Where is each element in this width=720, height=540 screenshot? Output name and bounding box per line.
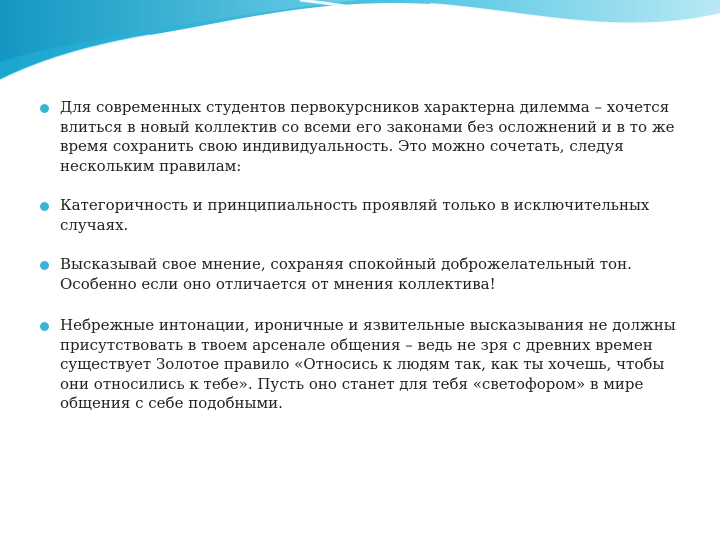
bullet-text: Для современных студентов первокурсников характерна дилемма – хочется влиться в новый коллектив со всеми его законами без осложнений и в то же время сохранить свою индивидуальность. Это можно сочетать, следуя нескольким правилам: (60, 98, 675, 175)
bullet-list (40, 98, 685, 434)
bullet-icon (40, 202, 49, 211)
bullet-item (40, 316, 685, 414)
bullet-icon (40, 104, 49, 113)
bullet-item (40, 98, 685, 176)
bullet-item (40, 255, 685, 294)
bullet-icon (40, 261, 49, 270)
bullet-icon (40, 322, 49, 331)
header-wave-decoration (0, 0, 720, 90)
bullet-text: Небрежные интонации, ироничные и язвительные высказывания не должны присутствовать в твоем арсенале общения – ведь не зря с древних времен существует Золотое правило «Относись к людям так, как ты хочешь, чтобы они относились к тебе». Пусть оно станет для тебя «светофором» в мире общения с себе подобными. (60, 316, 676, 412)
bullet-item (40, 196, 685, 235)
bullet-text: Категоричность и принципиальность проявляй только в исключительных случаях. (60, 196, 650, 234)
bullet-text: Высказывай свое мнение, сохраняя спокойный доброжелательный тон. Особенно если оно отличается от мнения коллектива! (60, 255, 632, 293)
